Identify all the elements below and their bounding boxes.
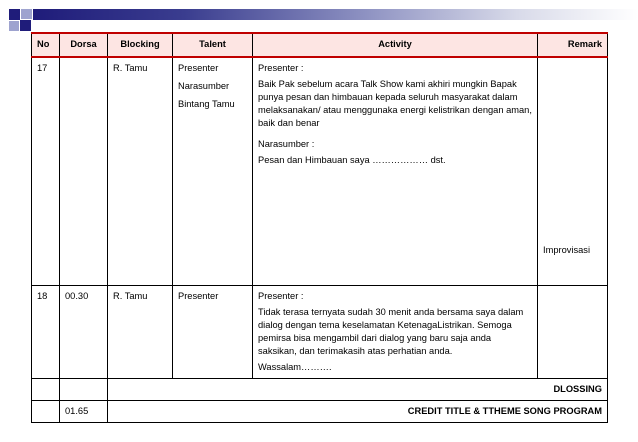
- cell-talent: [173, 57, 253, 285]
- cell-remark: [538, 285, 608, 378]
- decorative-square-icon: [21, 9, 32, 19]
- cell-no: [32, 378, 60, 400]
- talent-item: Presenter: [178, 63, 219, 73]
- speaker-label: Presenter :: [258, 63, 304, 73]
- table-row: [32, 285, 608, 378]
- script-table: [31, 32, 608, 423]
- dialog-text: Baik Pak sebelum acara Talk Show kami akhiri mungkin Bapak punya pesan dan himbauan kepada seluruh masyarakat dalam melaksanakan/ atau menggunaka energi kelistrikan dengan aman, baik dan benar: [258, 79, 532, 128]
- cell-dorsa: [60, 57, 108, 285]
- speaker-label: Presenter :: [258, 290, 304, 301]
- header-blocking: Blocking: [108, 33, 173, 57]
- dialog-text: Pesan dan Himbauan saya ……………… dst.: [258, 155, 446, 165]
- talent-item: Presenter: [178, 290, 219, 301]
- closing-label: CREDIT TITLE & TTHEME SONG PROGRAM: [108, 400, 608, 422]
- header-talent: Talent: [173, 33, 253, 57]
- header-no: No: [32, 33, 60, 57]
- cell-blocking: R. Tamu: [108, 57, 173, 285]
- decorative-square-icon: [3, 4, 8, 9]
- decorative-square-icon: [20, 20, 31, 31]
- cell-no: 17: [32, 57, 60, 285]
- talent-item: Narasumber: [178, 81, 230, 91]
- table-row: [32, 378, 608, 400]
- cell-activity: [253, 285, 538, 378]
- cell-blocking: R. Tamu: [108, 285, 173, 378]
- decorative-square-icon: [9, 21, 19, 31]
- header-dorsa: Dorsa: [60, 33, 108, 57]
- cell-dorsa: [60, 378, 108, 400]
- table-header-row: [32, 33, 608, 57]
- cell-talent: [173, 285, 253, 378]
- talent-item: Bintang Tamu: [178, 99, 235, 109]
- closing-label: DLOSSING: [108, 378, 608, 400]
- activity-paragraph: [258, 62, 532, 130]
- header-remark: Remark: [538, 33, 608, 57]
- cell-dorsa: 00.30: [60, 285, 108, 378]
- dialog-text: Tidak terasa ternyata sudah 30 menit anda bersama saya dalam dialog dengan tema keselamatan KetenagaListrikan. Semoga pemirsa bisa mengambil dari dialog yang baru saja anda saksikan, dan terimakasih atas perhatian anda.: [258, 306, 524, 356]
- cell-remark: Improvisasi: [538, 57, 608, 285]
- speaker-label: Narasumber :: [258, 139, 315, 149]
- cell-no: 18: [32, 285, 60, 378]
- closing-text: Wassalam……….: [258, 361, 332, 372]
- cell-activity: [253, 57, 538, 285]
- cell-no: [32, 400, 60, 422]
- decorative-square-icon: [9, 9, 20, 20]
- table-row: [32, 400, 608, 422]
- header-activity: Activity: [253, 33, 538, 57]
- activity-paragraph: [258, 138, 532, 167]
- cell-dorsa: 01.65: [60, 400, 108, 422]
- table-row: [32, 57, 608, 285]
- decorative-gradient-bar: [33, 9, 638, 20]
